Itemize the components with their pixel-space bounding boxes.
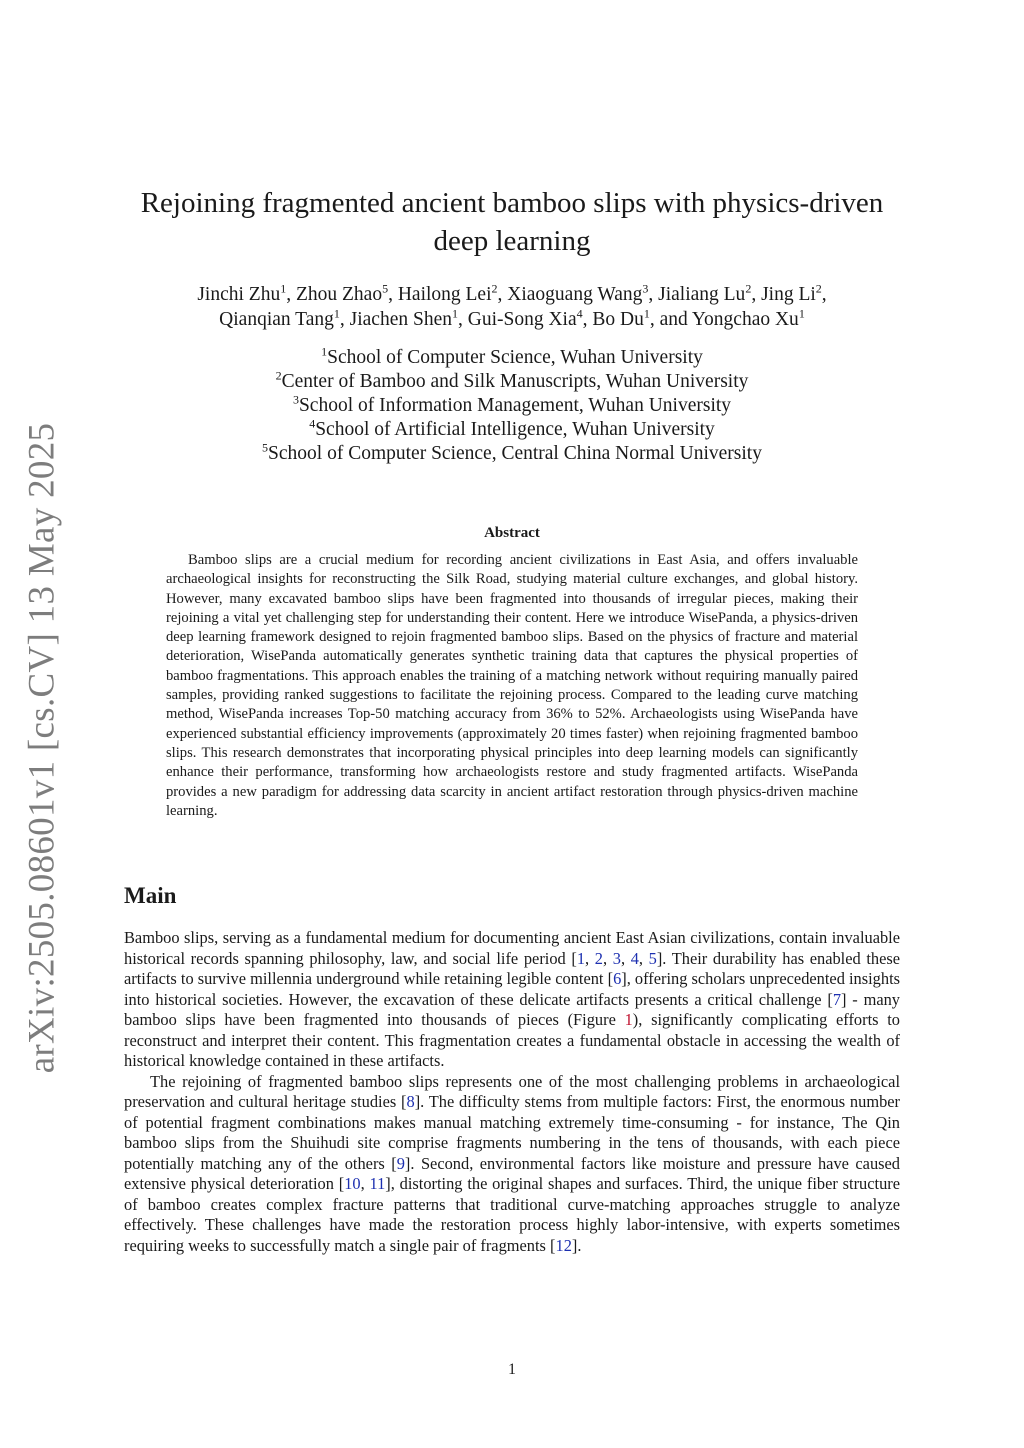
body-text-run: Bamboo slips, serving as a fundamental medium for documenting ancient East Asian civilizations, contain invaluable historical records spanning philosophy, law, and social life period [ [124, 928, 900, 968]
body-text-run: , [585, 948, 595, 968]
body-text-run: ]. [571, 1235, 582, 1255]
citation-link[interactable]: 12 [555, 1235, 572, 1255]
body-text-run: ], offering scholars unprecedented insights into historical societies. However, the excavation of these delicate artifacts presents a critical challenge [ [124, 969, 901, 1009]
citation-link[interactable]: 9 [396, 1153, 405, 1173]
body-text-run: ] - many bamboo slips have been fragmented into thousands of pieces (Figure [124, 989, 900, 1029]
affiliation-number: 4 [309, 416, 316, 431]
author-name: Qianqian Tang [219, 309, 334, 330]
affiliation-number: 2 [275, 368, 282, 383]
author-name: Jing Li [761, 284, 816, 305]
author-affiliation-mark: 5 [382, 281, 389, 296]
body-text-run: ]. Their durability has enabled these artifacts to survive millennia underground while retaining legible content [ [124, 948, 901, 988]
body-paragraph [124, 1072, 900, 1257]
body-text-run: , [620, 948, 631, 968]
citation-link[interactable]: 6 [613, 969, 622, 988]
author-affiliation-mark: 1 [452, 306, 458, 321]
author-affiliation-mark: 2 [815, 281, 822, 296]
body-text-run: , [360, 1174, 370, 1193]
affiliation-text: School of Artificial Intelligence, Wuhan University [315, 419, 715, 440]
affiliation-line [110, 394, 914, 418]
body-text-run: ]. The difficulty stems from multiple factors: First, the enormous number of potential fragment combinations makes manual matching extremely time-consuming - for instance, The Qin bamboo slips from the Shuihudi site comprise fragments numbering in the tens of thousands, with each piece potentially matching any of the others [ [124, 1092, 900, 1173]
citation-link[interactable]: 3 [612, 948, 621, 968]
affiliation-number: 1 [321, 344, 328, 359]
author-affiliation-mark: 2 [745, 281, 752, 296]
citation-link[interactable]: 7 [832, 989, 842, 1009]
page-number: 1 [508, 1361, 516, 1378]
author-affiliation-mark: 1 [333, 306, 340, 321]
author-affiliation-mark: 2 [491, 281, 498, 296]
affiliation-text: Center of Bamboo and Silk Manuscripts, Wuhan University [281, 371, 749, 392]
author-name: Jiachen Shen [349, 309, 452, 330]
affiliation-text: School of Computer Science, Central China Normal University [268, 443, 762, 464]
citation-link[interactable]: 5 [648, 948, 657, 968]
arxiv-identifier[interactable]: arXiv:2505.08601v1 [cs.CV] 13 May 2025 [21, 422, 63, 1074]
section-heading-main: Main [124, 883, 177, 908]
citation-link[interactable]: 11 [369, 1174, 386, 1193]
author-name: Bo Du [592, 309, 644, 330]
author-name: Jialiang Lu [658, 284, 746, 305]
author-name: Xiaoguang Wang [507, 284, 643, 305]
abstract-text: Bamboo slips are a crucial medium for recording ancient civilizations in East Asia, and offers invaluable archaeological insights for reconstructing the Silk Road, studying material culture exchanges, and global history. However, many excavated bamboo slips have been fragmented into thousands of irregular pieces, making their rejoining a vital yet challenging step for understanding their content. Here we introduce WisePanda, a physics-driven deep learning framework designed to rejoin fragmented bamboo slips. Based on the physics of fracture and material deterioration, WisePanda automatically generates synthetic training data that captures the physical properties of bamboo fragmentations. This approach enables the training of a matching network without requiring manually paired samples, providing ranked suggestions to facilitate the rejoining process. Compared to the leading curve matching method, WisePanda increases Top-50 matching accuracy from 36% to 52%. Archaeologists using WisePanda have experienced substantial efficiency improvements (approximately 20 times faster) when rejoining fragmented bamboo slips. This research demonstrates that incorporating physical principles into deep learning models can significantly enhance their performance, transforming how archaeologists restore and study fragmented artifacts. WisePanda provides a new paradigm for addressing data scarcity in ancient artifact restoration through physics-driven machine learning. [166, 552, 858, 819]
author-list: Jinchi Zhu$^1$, Zhou Zhao$^5$, Hailong Lei$^2$, Xiaoguang Wang$^3$, Jialiang Lu$^2$, Jing Li$^2$, Qianqian Tang$^1$, Jiachen Shen$^1$, Gui-Song Xia$^4$, Bo Du$^1$, and Yongchao Xu$^1$ [197, 281, 827, 330]
citation-link[interactable]: 1 [576, 948, 586, 968]
affiliation-list [110, 346, 914, 466]
paper-title: Rejoining fragmented ancient bamboo slips with physics-driven deep learning [140, 187, 884, 257]
author-name: Zhou Zhao [295, 284, 383, 305]
author-name: Yongchao Xu [691, 309, 799, 330]
citation-link[interactable]: 10 [344, 1174, 361, 1193]
author-affiliation-mark: 4 [576, 306, 583, 321]
body-text [124, 928, 900, 1256]
abstract-heading: Abstract [484, 525, 540, 541]
body-text-run: , [602, 948, 613, 968]
body-text-run: ], distorting the original shapes and surfaces. Third, the unique fiber structure of bamboo creates complex fracture patterns that traditional curve-matching approaches struggle to analyze effectively. These challenges have made the restoration process highly labor-intensive, with experts sometimes requiring weeks to successfully match a single pair of fragments [ [124, 1174, 900, 1255]
author-name: Jinchi Zhu [197, 284, 281, 305]
figure-reference-link[interactable]: 1 [624, 1010, 633, 1029]
author-affiliation-mark: 1 [280, 281, 287, 296]
affiliation-line [110, 442, 914, 466]
body-text-run: , [638, 948, 649, 968]
body-text-run: ]. Second, environmental factors like moisture and pressure have caused extensive physical deterioration [ [124, 1153, 900, 1193]
citation-link[interactable]: 8 [406, 1092, 415, 1111]
affiliation-number: 3 [292, 392, 299, 407]
citation-link[interactable]: 2 [594, 948, 603, 968]
affiliation-line [110, 418, 914, 442]
author-name: Hailong Lei [397, 284, 492, 305]
affiliation-line [110, 370, 914, 394]
affiliation-text: School of Computer Science, Wuhan University [327, 347, 703, 368]
citation-link[interactable]: 4 [630, 948, 639, 968]
author-affiliation-mark: 1 [798, 306, 805, 321]
affiliation-line [110, 346, 914, 370]
body-text-run: The rejoining of fragmented bamboo slips represents one of the most challenging problems in archaeological preservation and cultural heritage studies [ [124, 1071, 900, 1111]
affiliation-text: School of Information Management, Wuhan University [298, 395, 732, 416]
author-affiliation-mark: 1 [643, 306, 650, 321]
body-paragraph [124, 928, 900, 1072]
affiliation-number: 5 [262, 440, 269, 455]
body-text-run: ), significantly complicating efforts to reconstruct and interpret their content. This fragmentation creates a fundamental obstacle in accessing the wealth of historical knowledge contained in these artifacts. [124, 1010, 900, 1070]
author-affiliation-mark: 3 [642, 281, 649, 296]
author-name: Gui-Song Xia [467, 309, 577, 330]
